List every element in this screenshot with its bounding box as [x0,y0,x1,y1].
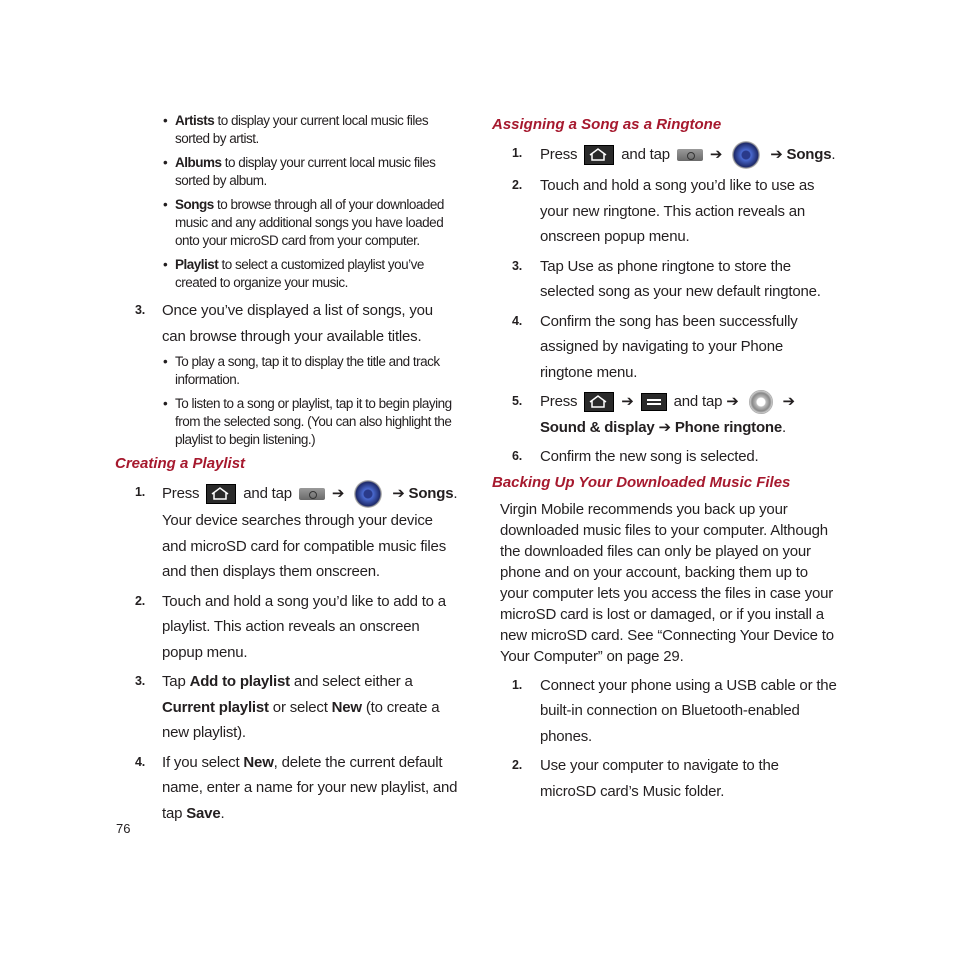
step-item: 4. Confirm the song has been successfully assigned by navigating to your Phone ringtone menu. [512,312,798,381]
step-item: 6. Confirm the new song is selected. [512,448,759,465]
step-item: 1. Press and tap ➔ ➔ Songs. [492,141,837,169]
step-item: 1. Press and tap ➔ ➔ Songs. Your device searches through your device and microSD card for compatible music files and then displays them onscreen. [115,480,460,585]
list-item: • Songs to browse through all of your downloaded music and any additional songs you have loaded onto your microSD card from your computer. [163,197,444,248]
list-item: • To listen to a song or playlist, tap it to begin playing from the selected song. (You can also highlight the playlist to begin listening.) [163,396,452,447]
settings-icon [749,390,773,414]
body-paragraph: Virgin Mobile recommends you back up your downloaded music files to your computer. Although the downloaded files can only be played on your phone and on your account, backing them up to your computer lets you access the files in case your microSD card is lost or damaged, or if you install a new microSD card. See “Connecting Your Device to Your Computer” on page 29. [500,500,834,665]
music-icon [354,480,382,508]
music-icon [732,141,760,169]
step-item: 3. Tap Add to playlist and select either a Current playlist or select New (to create a new playlist). [135,673,440,741]
list-item: • Artists to display your current local music files sorted by artist. [163,113,429,146]
list-item: • Albums to display your current local music files sorted by album. [163,155,436,188]
home-icon [584,145,614,165]
apps-icon [299,488,325,500]
home-icon [584,392,614,412]
list-item: • Playlist to select a customized playlist you’ve created to organize your music. [163,257,424,290]
step-item: 3. Tap Use as phone ringtone to store the selected song as your new default ringtone. [512,257,821,300]
list-item: • To play a song, tap it to display the title and track information. [163,354,440,387]
section-heading: Assigning a Song as a Ringtone [492,116,722,133]
left-column [115,112,460,830]
section-heading: Backing Up Your Downloaded Music Files [492,473,791,491]
step-item: 5. Press ➔ and tap ➔ ➔ Sound & display ➔ Phone ringtone. [492,389,837,440]
step-item: 2. Touch and hold a song you’d like to use as your new ringtone. This action reveals an onscreen popup menu. [512,177,815,245]
apps-icon [677,149,703,161]
section-heading: Creating a Playlist [115,455,246,472]
step-item: 2. Use your computer to navigate to the microSD card’s Music folder. [512,757,779,800]
step-item: 3. Once you’ve displayed a list of songs, you can browse through your available titles. [135,302,433,345]
step-item: 1. Connect your phone using a USB cable or the built-in connection on Bluetooth-enabled phones. [512,676,837,745]
page-number: 76 [116,821,131,836]
home-icon [206,484,236,504]
menu-icon [641,393,667,411]
right-column [492,112,837,808]
step-item: 4. If you select New, delete the current default name, enter a name for your new playlist, and tap Save. [135,753,458,822]
step-item: 2. Touch and hold a song you’d like to add to a playlist. This action reveals an onscreen popup menu. [135,592,446,661]
